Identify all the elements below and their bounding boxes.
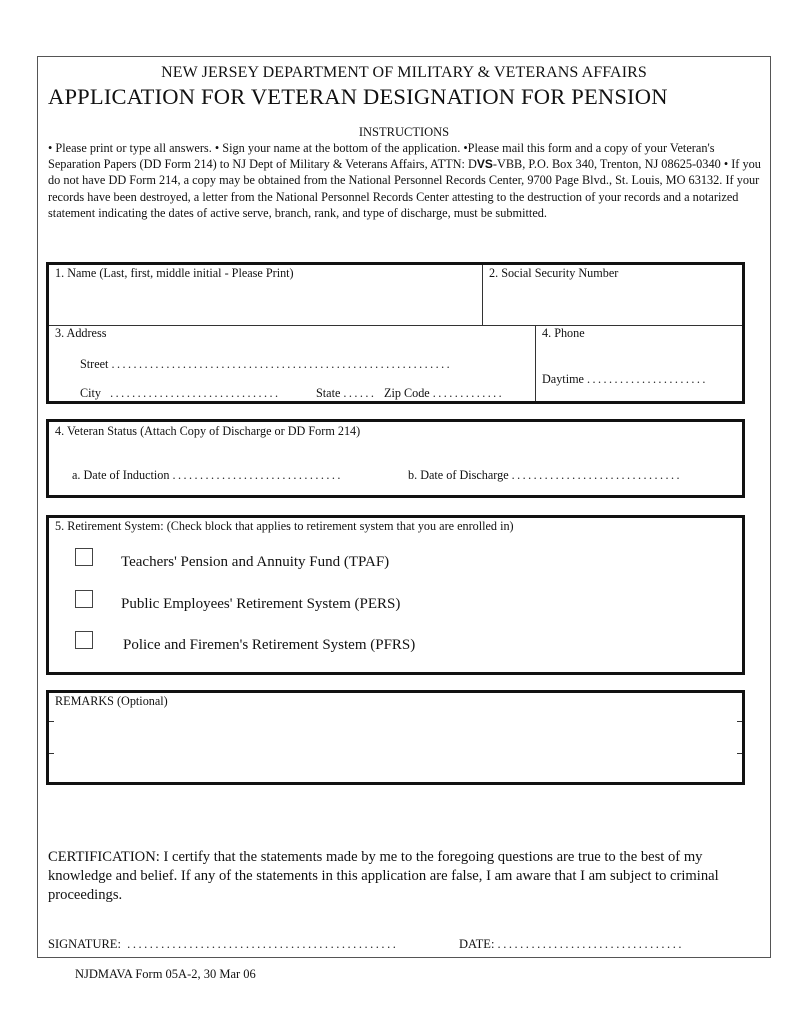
state-label: State xyxy=(316,386,341,400)
divider xyxy=(49,325,742,326)
induction-dots: . . . . . . . . . . . . . . . . . . . . . . . . . . . . . . . xyxy=(172,468,341,482)
retirement-system-label: 5. Retirement System: (Check block that applies to retirement system that you are enrolled in) xyxy=(55,519,514,533)
remarks-field[interactable] xyxy=(50,710,742,782)
discharge-label: b. Date of Discharge xyxy=(408,468,509,482)
discharge-dots: . . . . . . . . . . . . . . . . . . . . . . . . . . . . . . . xyxy=(511,468,680,482)
signature-dots: . . . . . . . . . . . . . . . . . . . . . . . . . . . . . . . . . . . . . . . . . . . . . . . . xyxy=(127,937,396,951)
street-field[interactable] xyxy=(80,357,449,372)
remarks-line-marker xyxy=(49,721,54,722)
instructions-text-part1: • Please print or type all answers. • Sign your name at the bottom of the application. •Please mail this form and a copy of your Veteran's Separation Papers (DD Form 214) to NJ Dept of Military & Veterans Affairs, ATTN: D xyxy=(48,141,715,172)
city-dots: . . . . . . . . . . . . . . . . . . . . . . . . . . . . . . . xyxy=(110,386,278,400)
daytime-phone-field[interactable] xyxy=(542,372,705,387)
state-field[interactable] xyxy=(316,386,374,401)
remarks-line-marker xyxy=(737,721,742,722)
pfrs-checkbox[interactable] xyxy=(75,631,93,649)
instructions-text-bold: VS xyxy=(476,157,493,172)
remarks-label: REMARKS (Optional) xyxy=(55,694,168,708)
department-heading: NEW JERSEY DEPARTMENT OF MILITARY & VETERANS AFFAIRS xyxy=(161,64,647,81)
form-title: APPLICATION FOR VETERAN DESIGNATION FOR PENSION xyxy=(48,84,668,109)
remarks-line-marker xyxy=(49,753,54,754)
zip-field[interactable] xyxy=(384,386,501,401)
street-dots: . . . . . . . . . . . . . . . . . . . . . . . . . . . . . . . . . . . . . . . . . . . . . . . . . . . . . . . . . . . . . . xyxy=(111,357,450,371)
name-label: 1. Name (Last, first, middle initial - Please Print) xyxy=(55,266,294,280)
city-field[interactable] xyxy=(80,386,278,401)
ssn-label: 2. Social Security Number xyxy=(489,266,619,280)
date-field[interactable] xyxy=(459,937,681,952)
pers-checkbox[interactable] xyxy=(75,590,93,608)
pers-option-label: Public Employees' Retirement System (PERS) xyxy=(121,596,401,612)
street-label: Street xyxy=(80,357,109,371)
tpaf-checkbox[interactable] xyxy=(75,548,93,566)
phone-label: 4. Phone xyxy=(542,326,585,340)
date-label: DATE: xyxy=(459,937,495,951)
address-label: 3. Address xyxy=(55,326,107,340)
form-id-footer: NJDMAVA Form 05A-2, 30 Mar 06 xyxy=(75,967,256,981)
name-field[interactable] xyxy=(50,282,480,324)
certification-text: CERTIFICATION: I certify that the statements made by me to the foregoing questions are true to the best of my knowledge and belief. If any of the statements in this application are false, I am aware that I am subject to criminal proceedings. xyxy=(48,849,719,903)
zip-label: Zip Code xyxy=(384,386,430,400)
discharge-date-field[interactable] xyxy=(408,468,679,483)
veteran-status-label: 4. Veteran Status (Attach Copy of Discharge or DD Form 214) xyxy=(55,424,361,438)
daytime-label: Daytime xyxy=(542,372,584,386)
induction-date-field[interactable] xyxy=(72,468,340,483)
signature-field[interactable] xyxy=(48,937,396,952)
remarks-line-marker xyxy=(737,753,742,754)
ssn-field[interactable] xyxy=(484,282,740,324)
state-dots: . . . . . . xyxy=(343,386,374,400)
divider xyxy=(535,325,536,401)
signature-label: SIGNATURE: xyxy=(48,937,121,951)
instructions-heading: INSTRUCTIONS xyxy=(358,125,450,139)
instructions-text xyxy=(48,140,764,221)
pfrs-option-label: Police and Firemen's Retirement System (PFRS) xyxy=(123,637,416,653)
divider xyxy=(482,265,483,325)
daytime-dots: . . . . . . . . . . . . . . . . . . . . . . xyxy=(587,372,706,386)
tpaf-option-label: Teachers' Pension and Annuity Fund (TPAF) xyxy=(121,554,390,570)
zip-dots: . . . . . . . . . . . . . xyxy=(432,386,502,400)
date-dots: . . . . . . . . . . . . . . . . . . . . . . . . . . . . . . . . . xyxy=(497,937,682,951)
induction-label: a. Date of Induction xyxy=(72,468,170,482)
instructions-text-part2: -VBB, P.O. Box 340, Trenton, NJ 08625-0340 • If you do not have DD Form 214, a copy may be obtained from the National Personnel Records Center, 9700 Page Blvd., St. Louis, MO 63132. If your records have been destroyed, a letter from the National Personnel Records Center attesting to the destruction of your records and a notarized statement indicating the dates of active serve, branch, rank, and type of discharge, must be submitted. xyxy=(48,157,761,220)
city-label: City xyxy=(80,386,101,400)
